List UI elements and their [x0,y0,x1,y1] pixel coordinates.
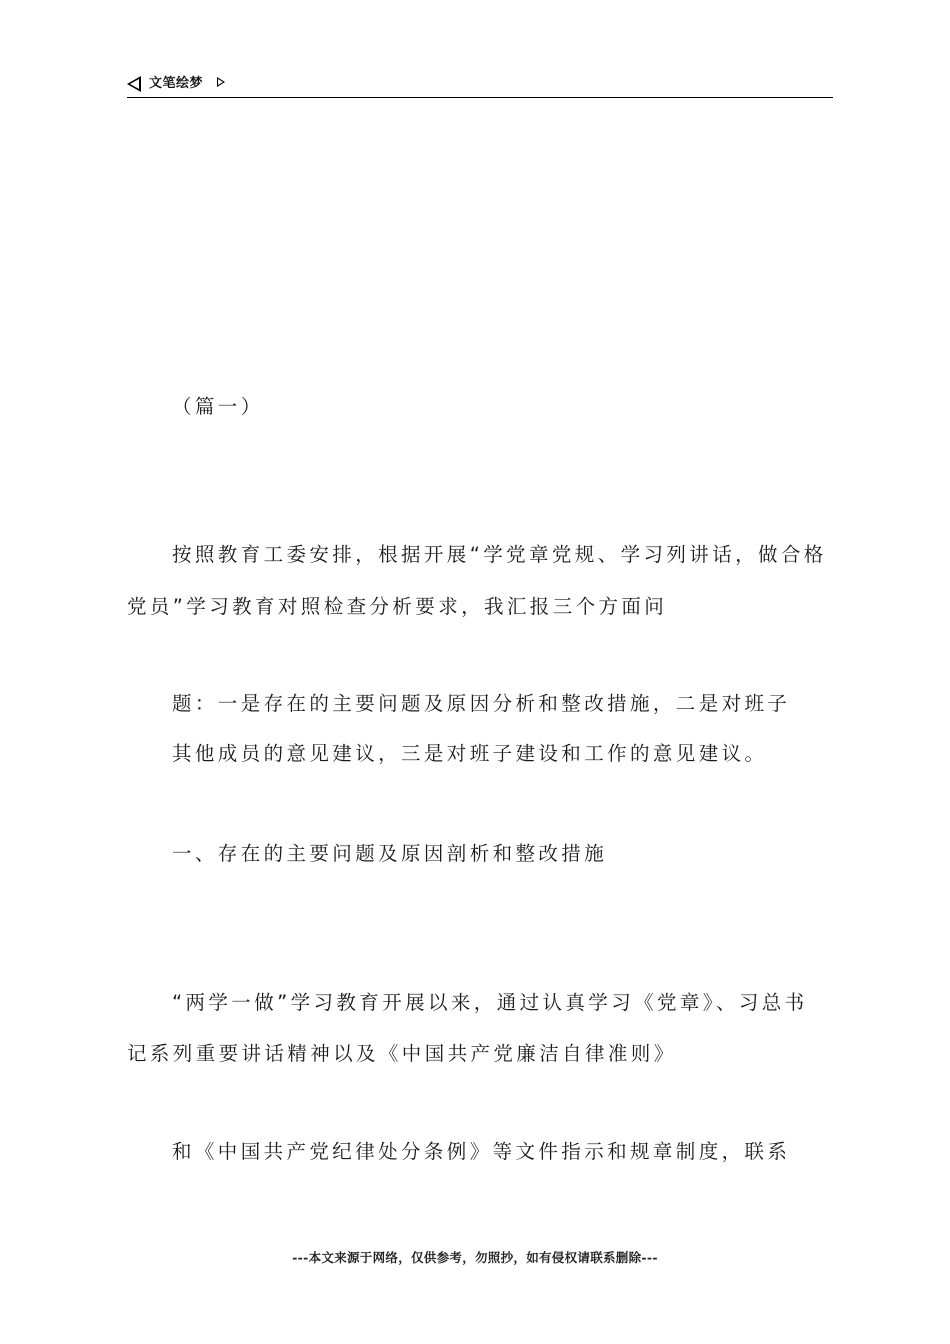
paragraph-2-line-1: 题：一是存在的主要问题及原因分析和整改措施，二是对班子 [172,692,791,715]
paragraph-3-line-2: 记系列重要讲话精神以及《中国共产党廉洁自律准则》 [127,1042,677,1065]
paragraph-1-line-2: 党员”学习教育对照检查分析要求，我汇报三个方面问 [127,595,668,618]
footer-disclaimer: ---本文来源于网络，仅供参考，勿照抄，如有侵权请联系删除--- [292,1250,658,1265]
paragraph-3-line-1: “两学一做”学习教育开展以来，通过认真学习《党章》、习总书 [172,991,808,1014]
triangle-right-outline-icon [217,77,225,87]
paragraph-1-line-1: 按照教育工委安排，根据开展“学党章党规、学习列讲话，做合格 [172,543,827,566]
triangle-left-outline-icon [127,76,141,92]
page-header [127,74,833,98]
section-heading-1: 一、存在的主要问题及原因剖析和整改措施 [172,842,608,865]
paragraph-4-line-1: 和《中国共产党纪律处分条例》等文件指示和规章制度，联系 [172,1140,791,1163]
section-marker: （篇一） [172,395,264,418]
header-brand: 文笔绘梦 [149,76,204,91]
paragraph-2-line-2: 其他成员的意见建议，三是对班子建设和工作的意见建议。 [172,742,768,765]
